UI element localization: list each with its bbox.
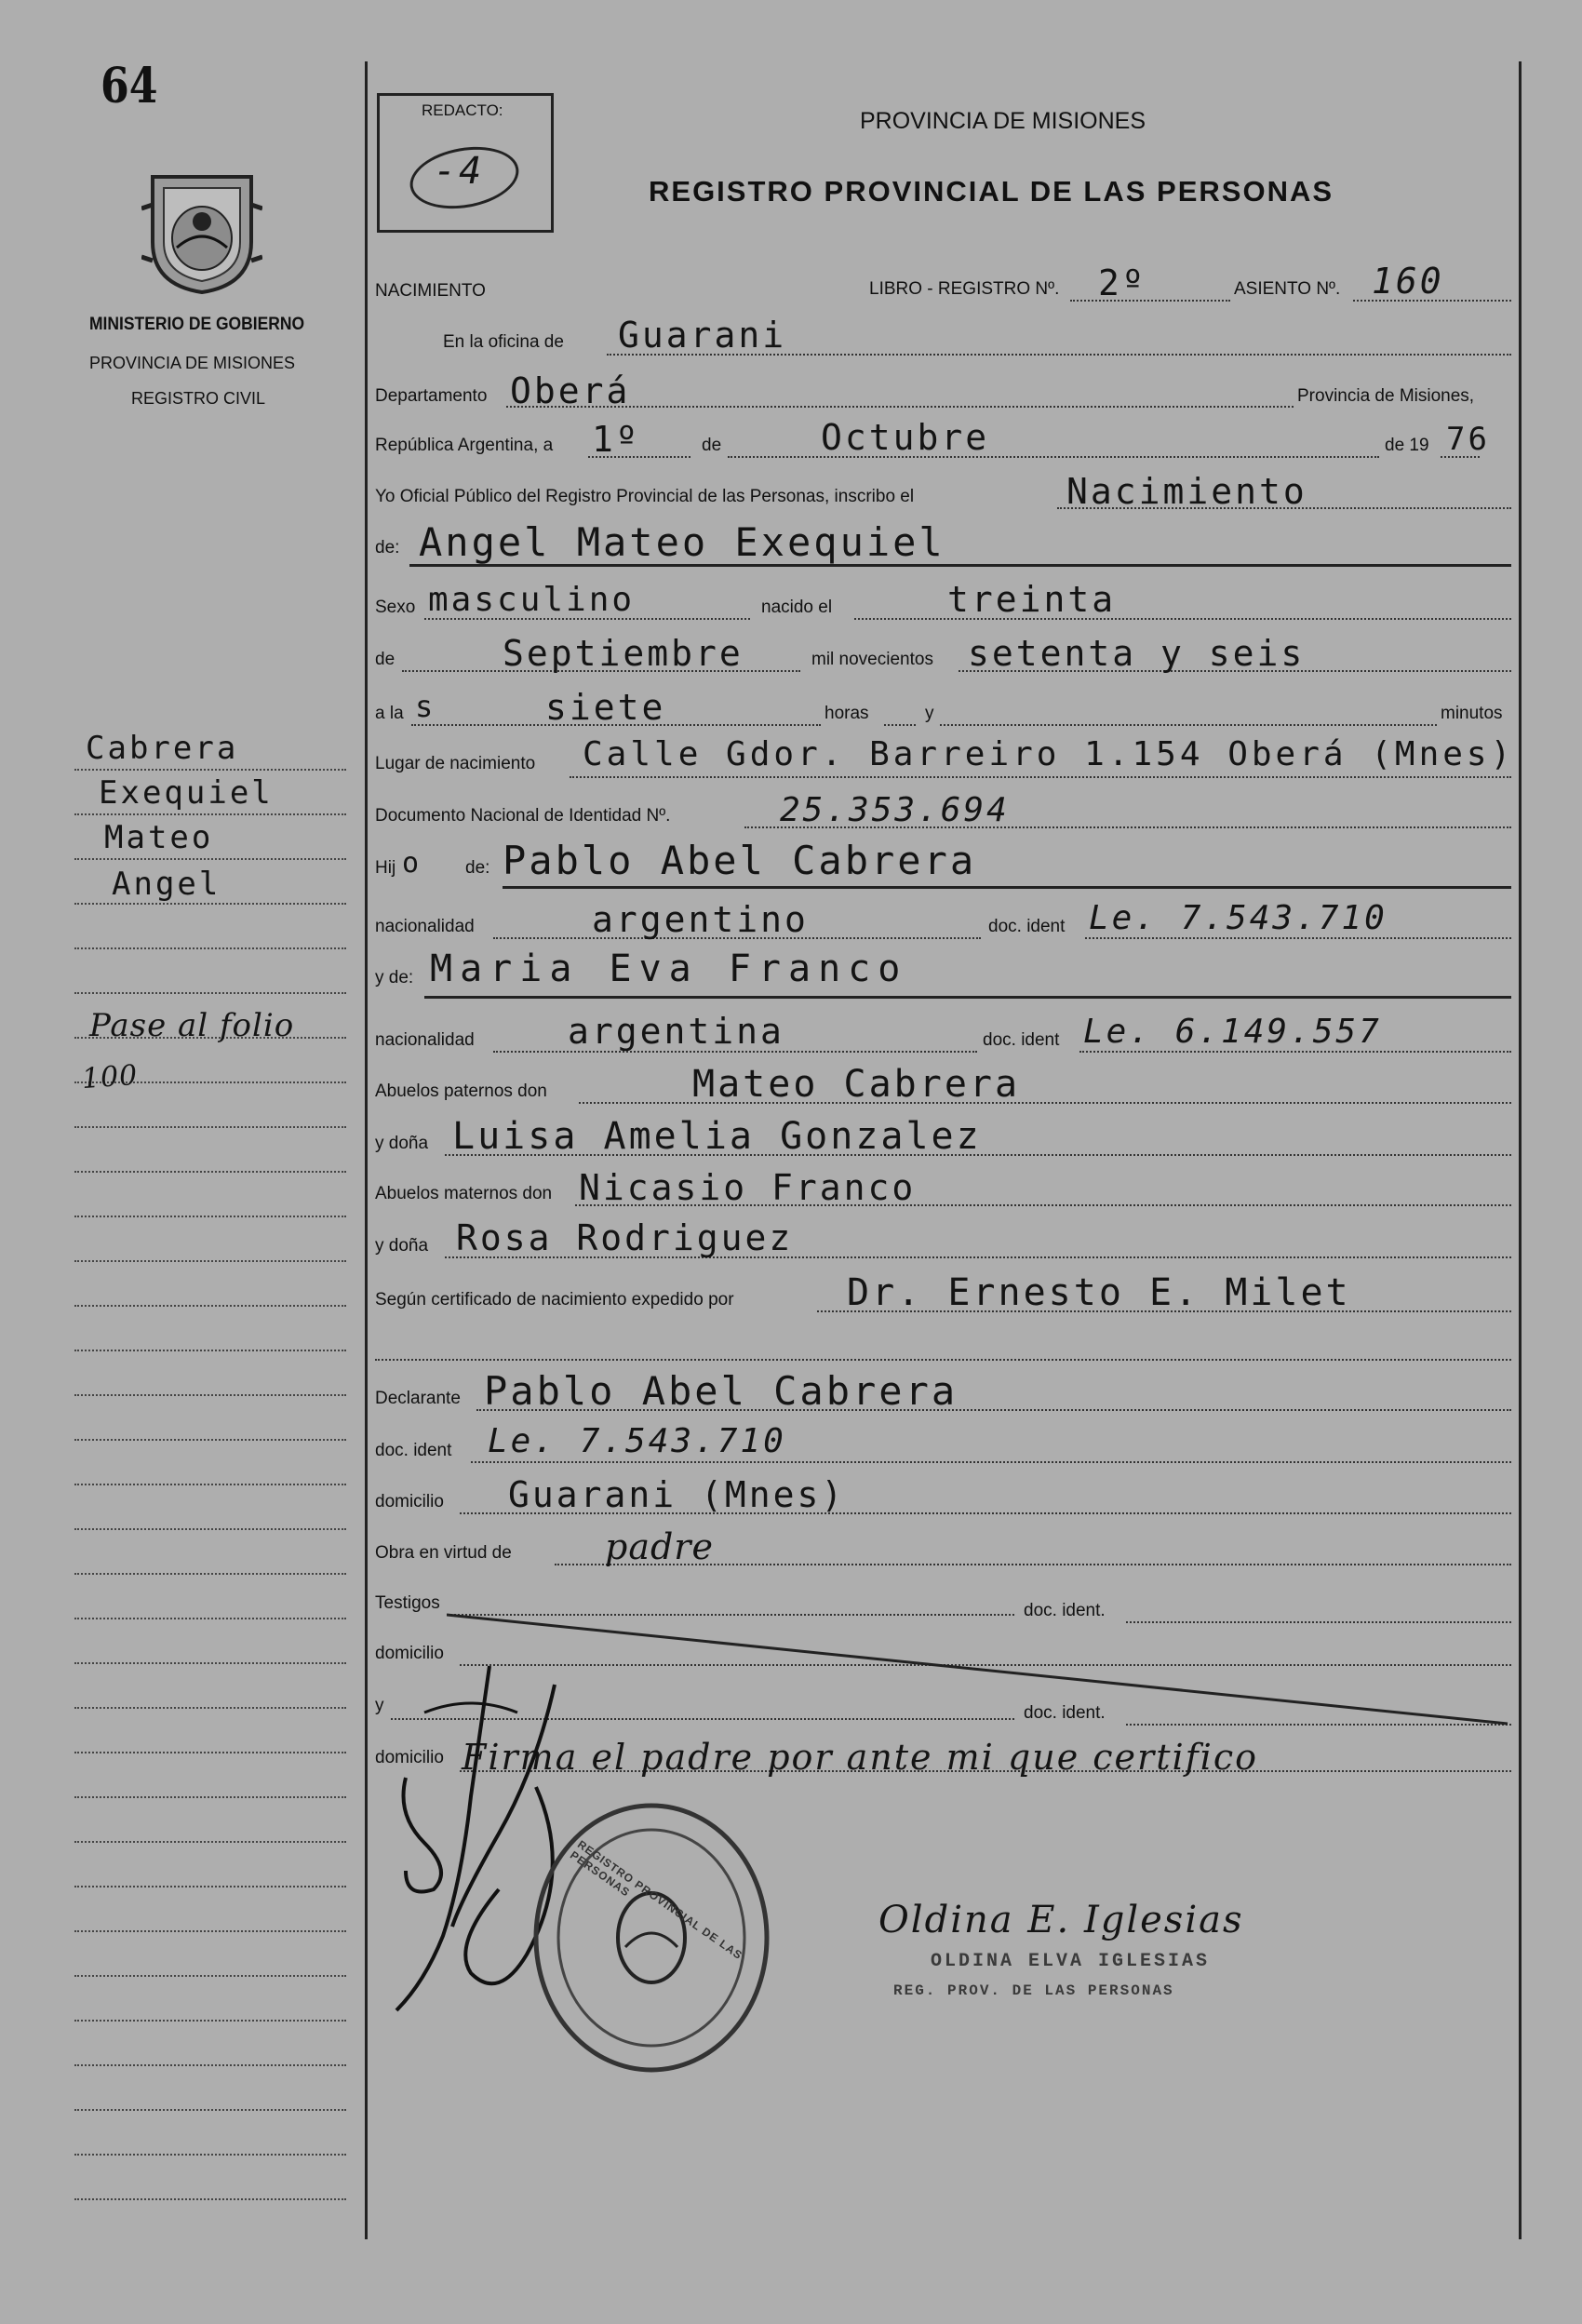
sexo-value: masculino <box>428 581 636 619</box>
column-divider <box>365 61 368 2239</box>
nombre-value: Angel Mateo Exequiel <box>419 519 945 565</box>
label-y-dona-materna: y doña <box>375 1236 429 1256</box>
label-doc-padre: doc. ident <box>988 917 1066 936</box>
label-a-la: a la <box>375 704 404 723</box>
label-nacido-el: nacido el <box>761 598 833 617</box>
label-yo-oficial: Yo Oficial Público del Registro Provincial de las Personas, inscribo el <box>375 487 915 506</box>
folio-number: 64 <box>101 58 158 114</box>
label-abuelos-paternos: Abuelos paternos don <box>375 1081 547 1101</box>
label-republica: República Argentina, a <box>375 436 554 455</box>
dia-value: 1º <box>592 419 640 460</box>
header-title: REGISTRO PROVINCIAL DE LAS PERSONAS <box>649 175 1334 208</box>
abuela-materna-value: Rosa Rodriguez <box>456 1217 794 1258</box>
redacto-label: REDACTO: <box>422 101 503 119</box>
hij-suffix: o <box>402 847 422 880</box>
abuela-paterna-value: Luisa Amelia Gonzalez <box>452 1115 982 1158</box>
abuelo-materno-value: Nicasio Franco <box>579 1167 917 1208</box>
header-province: PROVINCIA DE MISIONES <box>860 108 1146 134</box>
label-mil-novecientos: mil novecientos <box>811 650 933 669</box>
label-asiento: ASIENTO Nº. <box>1234 279 1341 299</box>
margin-name-1: Exequiel <box>99 774 274 812</box>
hora-value: siete <box>545 687 666 728</box>
label-doc-madre: doc. ident <box>983 1030 1060 1050</box>
oficina-value: Guarani <box>618 315 787 356</box>
label-provincia-misiones: Provincia de Misiones, <box>1297 386 1475 406</box>
nacido-anio-value: setenta y seis <box>968 633 1306 674</box>
label-domicilio-declarante: domicilio <box>375 1492 444 1511</box>
mes-value: Octubre <box>821 417 990 458</box>
label-testigos: Testigos <box>375 1593 440 1613</box>
label-doc-declarante: doc. ident <box>375 1441 452 1460</box>
redacto-value: -4 <box>434 150 485 193</box>
label-oficina: En la oficina de <box>443 332 564 352</box>
margin-note: Pase al folio <box>89 1007 295 1044</box>
round-stamp-text: REGISTRO PROVINCIAL DE LAS PERSONAS <box>567 1837 745 1963</box>
label-de-mes: de <box>702 436 722 455</box>
declarante-value: Pablo Abel Cabrera <box>484 1368 959 1414</box>
declarante-domicilio-value: Guarani (Mnes) <box>508 1474 846 1515</box>
label-hij: Hij <box>375 858 396 878</box>
label-doc-testigo-2: doc. ident. <box>1024 1703 1106 1723</box>
margin-surname: Cabrera <box>86 730 239 767</box>
label-y-de: y de: <box>375 968 414 987</box>
redacto-box <box>377 93 554 233</box>
official-office-stamp: REG. PROV. DE LAS PERSONAS <box>893 1982 1174 1999</box>
left-province: PROVINCIA DE MISIONES <box>89 354 296 372</box>
label-departamento: Departamento <box>375 386 488 406</box>
lugar-value: Calle Gdor. Barreiro 1.154 Oberá (Mnes) <box>583 735 1515 773</box>
label-domicilio-testigo-2: domicilio <box>375 1748 444 1767</box>
label-horas: horas <box>825 704 869 723</box>
label-libro: LIBRO - REGISTRO Nº. <box>869 279 1060 299</box>
obra-value: padre <box>605 1526 714 1567</box>
right-border <box>1519 61 1522 2239</box>
certificado-value: Dr. Ernesto E. Milet <box>847 1271 1351 1314</box>
madre-value: Maria Eva Franco <box>430 947 908 990</box>
label-y-dona-paterna: y doña <box>375 1134 429 1153</box>
label-minutos: minutos <box>1441 704 1503 723</box>
label-sexo: Sexo <box>375 598 416 617</box>
label-de-nacido: de <box>375 650 396 669</box>
label-doc-testigo-1: doc. ident. <box>1024 1601 1106 1620</box>
nacido-mes-value: Septiembre <box>503 633 744 674</box>
label-obra: Obra en virtud de <box>375 1543 512 1563</box>
label-nacimiento: NACIMIENTO <box>375 281 486 301</box>
madre-doc-value: Le. 6.149.557 <box>1083 1013 1382 1051</box>
madre-nacionalidad-value: argentina <box>568 1011 784 1052</box>
left-registry: REGISTRO CIVIL <box>131 389 266 408</box>
nacido-dia-value: treinta <box>947 579 1117 620</box>
asiento-value: 160 <box>1372 261 1444 302</box>
margin-note-folio: 100 <box>80 1058 140 1096</box>
label-abuelos-maternos: Abuelos maternos don <box>375 1184 553 1203</box>
label-y-hora: y <box>925 704 934 723</box>
label-de-19: de 19 <box>1385 436 1429 455</box>
margin-name-2: Mateo <box>104 819 214 856</box>
anio-value: 76 <box>1446 421 1490 458</box>
departamento-value: Oberá <box>510 370 631 411</box>
abuelo-paterno-value: Mateo Cabrera <box>692 1063 1021 1106</box>
padre-value: Pablo Abel Cabrera <box>503 838 977 883</box>
label-declarante: Declarante <box>375 1389 461 1408</box>
label-segun: Según certificado de nacimiento expedido por <box>375 1290 734 1310</box>
firma-note: Firma el padre por ante mi que certifico <box>462 1737 1258 1778</box>
label-de-nombre: de: <box>375 538 400 557</box>
label-y-testigo: y <box>375 1696 384 1715</box>
declarante-doc-value: Le. 7.543.710 <box>488 1422 786 1460</box>
label-lugar: Lugar de nacimiento <box>375 754 536 773</box>
provincial-coat-of-arms <box>141 168 262 296</box>
dni-value: 25.353.694 <box>780 791 1010 829</box>
label-nacionalidad-madre: nacionalidad <box>375 1030 475 1050</box>
round-official-stamp <box>529 1798 774 2077</box>
label-nacionalidad-padre: nacionalidad <box>375 917 475 936</box>
label-de-padre: de: <box>465 858 490 878</box>
inscribo-value: Nacimiento <box>1066 471 1307 512</box>
libro-value: 2º <box>1098 262 1146 303</box>
padre-nacionalidad-value: argentino <box>592 899 809 940</box>
official-signature: Oldina E. Iglesias <box>878 1899 1244 1941</box>
padre-doc-value: Le. 7.543.710 <box>1089 899 1388 937</box>
margin-name-3: Angel <box>112 866 221 903</box>
label-domicilio-testigo-1: domicilio <box>375 1644 444 1663</box>
label-dni: Documento Nacional de Identidad Nº. <box>375 806 671 826</box>
a-la-suffix: s <box>415 689 436 724</box>
ministry-name: MINISTERIO DE GOBIERNO <box>89 315 305 334</box>
official-name-stamp: OLDINA ELVA IGLESIAS <box>931 1951 1211 1972</box>
